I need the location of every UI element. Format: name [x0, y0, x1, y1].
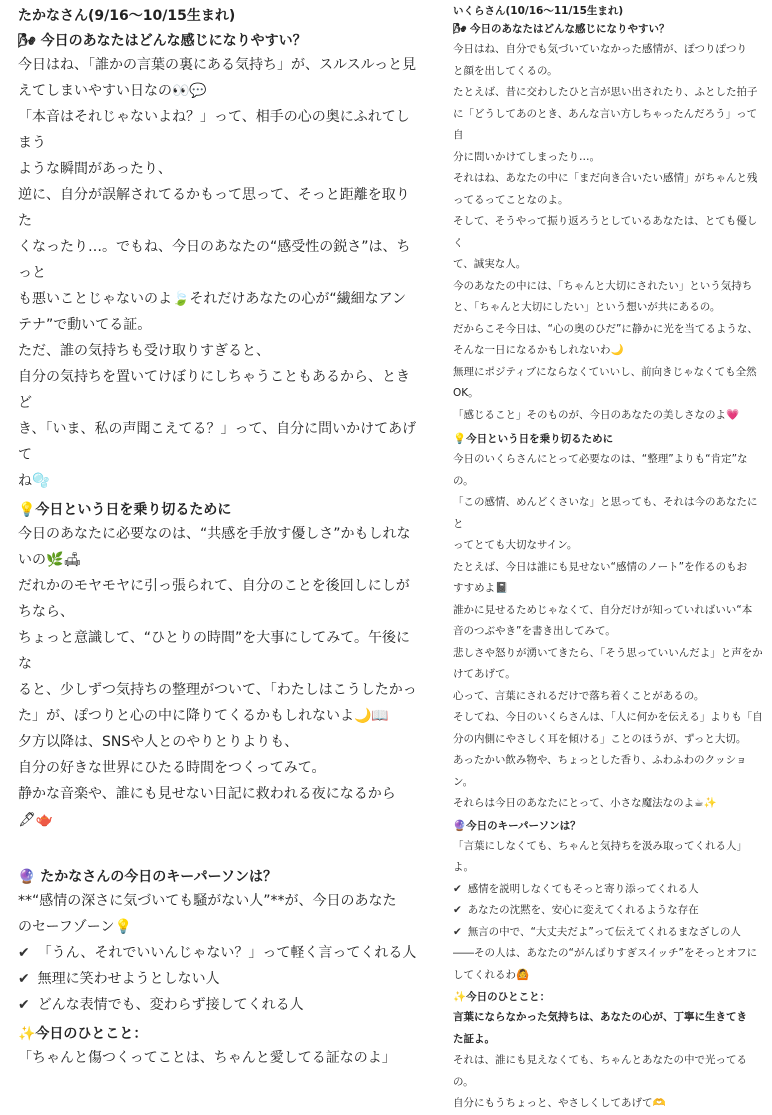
- right-section1-line: と、「ちゃんと大切にしたい」という想いが共にあるの。: [453, 301, 721, 313]
- checklist-item: [453, 900, 763, 922]
- right-section1-line: 今日はね、自分でも気づいていなかった感情が、ぽつりぽつり: [453, 43, 747, 55]
- left-section2-line: 静かな音楽や、誰にも見せない日記に救われる夜になるから: [18, 786, 396, 802]
- right-section1-line: 今のあなたの中には、「ちゃんと大切にされたい」という気持ち: [453, 279, 753, 292]
- right-section2-heading: 💡今日という日を乗り切るために: [453, 433, 614, 445]
- left-section1-line: き、「いま、私の声聞こえてる？」って、自分に問いかけてあげて: [18, 421, 417, 463]
- right-section1-line: OK。: [453, 387, 479, 399]
- left-section1-line: 今日はね、「誰かの言葉の裏にある気持ち」が、スルスルっと見: [18, 57, 417, 73]
- right-section2-line: 心って、言葉にされるだけで落ち着くことがあるの。: [453, 689, 705, 702]
- checklist-item: [453, 879, 763, 901]
- right-section1-line: そんな一日になるかもしれないわ🌙: [453, 344, 624, 356]
- right-section1-body: [453, 39, 763, 426]
- left-section1-line: 自分の気持ちを置いてけぼりにしちゃうこともあるから、ときど: [18, 369, 410, 411]
- left-section4-line: 「ちゃんと傷つくってことは、ちゃんと愛してる証なのよ」: [18, 1050, 396, 1066]
- right-section1-line: に「どうしてあのとき、あんな言い方しちゃったんだろう」って自: [453, 107, 758, 141]
- check-icon: ✔: [453, 925, 462, 938]
- right-section2-body: [453, 449, 763, 815]
- left-section3-line: のセーフゾーン💡: [18, 919, 132, 935]
- left-section2-line: 🖋🫖: [18, 812, 54, 828]
- checklist-item-text: どんな表情でも、変わらず接してくれる人: [37, 997, 304, 1013]
- right-column: [453, 0, 763, 1115]
- right-section2-line: の。: [453, 474, 474, 487]
- left-section3-body: [18, 888, 423, 940]
- right-section3-tail-line: ――その人は、あなたの“がんばりすぎスイッチ”をそっとオフに: [453, 947, 758, 959]
- right-section1-line: ってるってことなのよ。: [453, 193, 569, 206]
- checklist-item-text: 無言の中で、“大丈夫だよ”って伝えてくれるまなざしの人: [467, 925, 741, 938]
- right-section4-bold-line: た証よ。: [453, 1032, 495, 1045]
- right-section1-line: 分に問いかけてしまったり…。: [453, 150, 600, 163]
- left-keyperson-list: [18, 940, 423, 1018]
- left-column: [18, 0, 423, 1071]
- left-section2-line: 自分の好きな世界にひたる時間をつくってみて。: [18, 760, 326, 776]
- checklist-item: [18, 940, 423, 966]
- right-section2-line: たとえば、今日は誰にも見せない“感情のノート”を作るのもお: [453, 560, 748, 573]
- right-title: いくらさん(10/16〜11/15生まれ): [453, 5, 624, 17]
- left-section1-line: 逆に、自分が誤解されてるかもって思って、そっと距離を取りた: [18, 187, 410, 229]
- check-icon: ✔: [18, 945, 30, 961]
- left-section2-line: いの🌿🛋: [18, 552, 82, 568]
- left-section1-line: ような瞬間があったり、: [18, 161, 172, 177]
- right-section2-line: 「この感情、めんどくさいな」と思っても、それは今のあなたにと: [453, 496, 758, 530]
- right-keyperson-list: [453, 879, 763, 944]
- right-section2-line: 悲しさや怒りが湧いてきたら、「そう思っていいんだよ」と声をか: [453, 646, 763, 659]
- right-spacer: [453, 426, 763, 428]
- left-section1-line: くなったり…。でもね、今日のあなたの“感受性の鋭さ”は、ちっと: [18, 239, 411, 281]
- right-section1-heading: 🌬 今日のあなたはどんな感じになりやすい？: [453, 23, 670, 35]
- right-section3-tail: [453, 943, 763, 986]
- left-section1-line: テナ”で動いてる証。: [18, 317, 152, 333]
- left-section1-line: ね🫧: [18, 473, 50, 489]
- left-section1-heading: 🌬 今日のあなたはどんな感じになりやすい？: [18, 33, 307, 49]
- left-section1-line: も悪いことじゃないのよ🍃それだけあなたの心が“繊細なアン: [18, 291, 407, 307]
- left-title: たかなさん(9/16〜10/15生まれ): [18, 8, 236, 24]
- right-section1-line: だからこそ今日は、“心の奥のひだ”に静かに光を当てるような、: [453, 322, 758, 335]
- check-icon: ✔: [453, 882, 462, 895]
- right-section1-line: て、誠実な人。: [453, 258, 527, 270]
- left-section2-heading: 💡今日という日を乗り切るために: [18, 502, 232, 518]
- left-section4-body: [18, 1045, 423, 1071]
- left-section2-line: ちなら、: [18, 604, 74, 620]
- right-section1-line: 「感じること」そのものが、今日のあなたの美しさなのよ💗: [453, 408, 740, 421]
- checklist-item-text: 感情を説明しなくてもそっと寄り添ってくれる人: [467, 882, 699, 895]
- right-section3-heading: 🔮今日のキーパーソンは？: [453, 819, 581, 832]
- right-section4-line: 自分にもうちょっと、やさしくしてあげて🫶: [453, 1097, 666, 1109]
- right-section2-line: 誰かに見せるためじゃなくて、自分だけが知っていればいい“本: [453, 603, 753, 616]
- left-section1-line: 「本音はそれじゃないよね？」って、相手の心の奥にふれてしまう: [18, 109, 410, 151]
- left-spacer: [18, 833, 423, 861]
- right-section3-body: [453, 836, 763, 879]
- left-section2-line: 夕方以降は、SNSや人とのやりとりよりも、: [18, 734, 299, 750]
- right-section2-line: 分の内側にやさしく耳を傾ける」ことのほうが、ずっと大切。: [453, 732, 747, 745]
- right-section4-heading: ✨今日のひとこと：: [453, 991, 551, 1003]
- left-section3-heading: 🔮 たかなさんの今日のキーパーソンは？: [18, 869, 278, 885]
- right-section2-line: 今日のいくらさんにとって必要なのは、“整理”よりも“肯定”な: [453, 453, 748, 465]
- check-icon: ✔: [18, 971, 30, 987]
- check-icon: ✔: [18, 997, 30, 1013]
- right-section2-line: すすめよ📓: [453, 582, 509, 594]
- checklist-item: [18, 966, 423, 992]
- right-section4-bold-line: 言葉にならなかった気持ちは、あなたの心が、丁寧に生きてき: [453, 1011, 747, 1023]
- left-section3-line: **“感情の深さに気づいても騒がない人”**が、今日のあなた: [18, 893, 397, 909]
- checklist-item: [18, 992, 423, 1018]
- right-section4-bold: [453, 1007, 763, 1050]
- right-section2-line: ってとても大切なサイン。: [453, 539, 578, 551]
- left-section2-line: た」が、ぽつりと心の中に降りてくるかもしれないよ🌙📖: [18, 708, 389, 724]
- left-section2-line: ちょっと意識して、“ひとりの時間”を大事にしてみて。午後にな: [18, 630, 410, 672]
- right-section3-line: 「言葉にしなくても、ちゃんと気持ちを汲み取ってくれる人」よ。: [453, 839, 747, 873]
- left-section2-line: だれかのモヤモヤに引っ張られて、自分のことを後回しにしが: [18, 578, 410, 594]
- checklist-item-text: 「うん、それでいいんじゃない？」って軽く言ってくれる人: [37, 945, 417, 961]
- right-section1-line: たとえば、昔に交わしたひと言が思い出されたり、ふとした拍子: [453, 86, 758, 98]
- left-section2-line: ると、少しずつ気持ちの整理がついて、「わたしはこうしたかっ: [18, 682, 417, 698]
- right-section1-line: 無理にポジティブにならなくていいし、前向きじゃなくても全然: [453, 365, 757, 378]
- left-section1-line: ただ、誰の気持ちも受け取りすぎると、: [18, 343, 270, 359]
- check-icon: ✔: [453, 904, 462, 916]
- checklist-item: [453, 922, 763, 944]
- left-section4-heading: ✨今日のひとこと：: [18, 1026, 148, 1042]
- right-section1-line: と顔を出してくるの。: [453, 64, 558, 77]
- right-section2-line: それらは今日のあなたにとって、小さな魔法なのよ☕✨: [453, 797, 717, 809]
- left-section2-body: [18, 521, 423, 833]
- right-section1-line: それはね、あなたの中に「まだ向き合いたい感情」がちゃんと残: [453, 172, 758, 184]
- right-section1-line: そして、そうやって振り返ろうとしているあなたは、とても優しく: [453, 215, 758, 249]
- right-section2-line: 音のつぶやき”を書き出してみて。: [453, 625, 616, 637]
- right-section2-line: けてあげて。: [453, 668, 516, 680]
- right-section2-line: そしてね、今日のいくらさんは、「人に何かを伝える」よりも「自: [453, 711, 763, 723]
- left-section2-line: 今日のあなたに必要なのは、“共感を手放す優しさ”かもしれな: [18, 526, 411, 542]
- left-section1-line: えてしまいやすい日なの👀💬: [18, 83, 207, 99]
- right-section4-body: [453, 1050, 763, 1115]
- right-section4-line: それは、誰にも見えなくても、ちゃんとあなたの中で光ってるの。: [453, 1054, 747, 1088]
- left-section1-body: [18, 52, 423, 494]
- right-section2-line: あったかい飲み物や、ちょっとした香り、ふわふわのクッション。: [453, 754, 747, 788]
- right-section3-tail-line: してくれるわ🙆: [453, 968, 530, 981]
- checklist-item-text: あなたの沈黙を、安心に変えてくれるような存在: [467, 904, 699, 916]
- checklist-item-text: 無理に笑わせようとしない人: [37, 971, 220, 987]
